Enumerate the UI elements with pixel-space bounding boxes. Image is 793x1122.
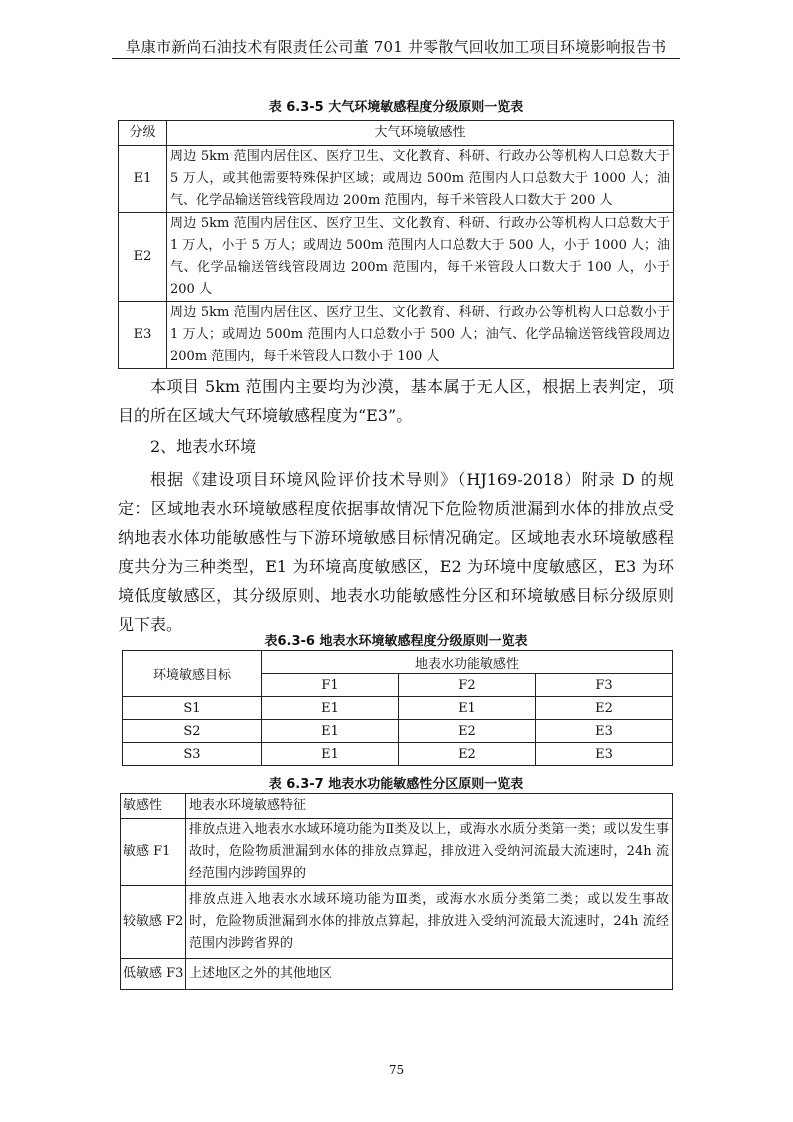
- table-cell: E1: [262, 697, 399, 720]
- water-function-sensitivity-table: [120, 793, 673, 990]
- section-heading: 2、地表水环境: [150, 437, 257, 456]
- table-row: [123, 743, 673, 766]
- table-row: [119, 146, 674, 213]
- sensitivity-level-cell: 敏感 F1: [121, 819, 186, 886]
- grade-cell: E1: [119, 146, 167, 213]
- table-header-row: [119, 121, 674, 146]
- sensitivity-level-cell: 低敏感 F3: [121, 959, 186, 990]
- group-header: 地表水功能敏感性: [262, 651, 673, 674]
- column-header: F3: [535, 674, 672, 697]
- grade-cell: E2: [119, 213, 167, 302]
- row-label: S1: [123, 697, 262, 720]
- header-divider: [112, 58, 680, 59]
- description-cell: 周边 5km 范围内居住区、医疗卫生、文化教育、科研、行政办公等机构人口总数小于 1 万人；或周边 500m 范围内人口总数小于 500 人；油气、化学品输送管线管段周边 200m 范围内，每千米管段人口数小于 100 人: [167, 302, 674, 369]
- table-cell: E1: [262, 743, 399, 766]
- table-cell: E3: [535, 743, 672, 766]
- surface-water-paragraph: 根据《建设项目环境风险评价技术导则》（HJ169-2018）附录 D 的规定：区域地表水环境敏感程度依据事故情况下危险物质泄漏到水体的排放点受纳地表水体功能敏感性与下游环境敏感目标情况确定。区域地表水环境敏感程度共分为三种类型，E1 为环境高度敏感区，E2 为环境中度敏感区，E3 为环境低度敏感区，其分级原则、地表水功能敏感性分区和环境敏感目标分级原则见下表。: [118, 470, 674, 634]
- page-number: 75: [388, 1063, 405, 1077]
- row-label: S3: [123, 743, 262, 766]
- table-cell: E1: [262, 720, 399, 743]
- table-row: [119, 213, 674, 302]
- surface-water-sensitivity-table: [122, 650, 673, 766]
- column-header: 分级: [119, 121, 167, 146]
- page-header: 阜康市新尚石油技术有限责任公司董 701 井零散气回收加工项目环境影响报告书: [125, 38, 667, 56]
- table-row: [121, 886, 673, 959]
- column-header: 地表水环境敏感特征: [186, 794, 673, 819]
- table-row: [123, 720, 673, 743]
- air-sensitivity-table: [118, 120, 674, 369]
- grade-cell: E3: [119, 302, 167, 369]
- table-row: [121, 959, 673, 990]
- column-header: F1: [262, 674, 399, 697]
- table3-caption: 表 6.3-7 地表水功能敏感性分区原则一览表: [268, 777, 524, 792]
- table-header-row: [123, 651, 673, 674]
- description-cell: 上述地区之外的其他地区: [186, 959, 673, 990]
- description-cell: 排放点进入地表水水域环境功能为Ⅱ类及以上，或海水水质分类第一类；或以发生事故时，危险物质泄漏到水体的排放点算起，排放进入受纳河流最大流速时，24h 流经范围内涉跨国界的: [186, 819, 673, 886]
- column-header: 大气环境敏感性: [167, 121, 674, 146]
- table-row: [123, 697, 673, 720]
- table-cell: E2: [398, 743, 535, 766]
- table1-caption: 表 6.3-5 大气环境敏感程度分级原则一览表: [268, 100, 524, 115]
- table-row: [121, 819, 673, 886]
- table-cell: E3: [535, 720, 672, 743]
- row-header: 环境敏感目标: [123, 651, 262, 697]
- table-header-row: [121, 794, 673, 819]
- table2-caption: 表6.3-6 地表水环境敏感程度分级原则一览表: [264, 634, 528, 649]
- table-cell: E2: [398, 720, 535, 743]
- description-cell: 排放点进入地表水水域环境功能为Ⅲ类，或海水水质分类第二类；或以发生事故时，危险物质泄漏到水体的排放点算起，排放进入受纳河流最大流速时，24h 流经范围内涉跨省界的: [186, 886, 673, 959]
- conclusion-paragraph: 本项目 5km 范围内主要均为沙漠，基本属于无人区，根据上表判定，项目的所在区域大气环境敏感程度为“E3”。: [118, 377, 674, 425]
- column-header: F2: [398, 674, 535, 697]
- row-label: S2: [123, 720, 262, 743]
- description-cell: 周边 5km 范围内居住区、医疗卫生、文化教育、科研、行政办公等机构人口总数大于 5 万人，或其他需要特殊保护区域；或周边 500m 范围内人口总数大于 1000 人；油气、化学品输送管线管段周边 200m 范围内，每千米管段人口数大于 200 人: [167, 146, 674, 213]
- description-cell: 周边 5km 范围内居住区、医疗卫生、文化教育、科研、行政办公等机构人口总数大于 1 万人，小于 5 万人；或周边 500m 范围内人口总数大于 500 人，小于 1000 人；油气、化学品输送管线管段周边 200m 范围内，每千米管段人口数大于 100 人，小于 200 人: [167, 213, 674, 302]
- table-row: [119, 302, 674, 369]
- table-cell: E1: [398, 697, 535, 720]
- sensitivity-level-cell: 较敏感 F2: [121, 886, 186, 959]
- table-cell: E2: [535, 697, 672, 720]
- column-header: 敏感性: [121, 794, 186, 819]
